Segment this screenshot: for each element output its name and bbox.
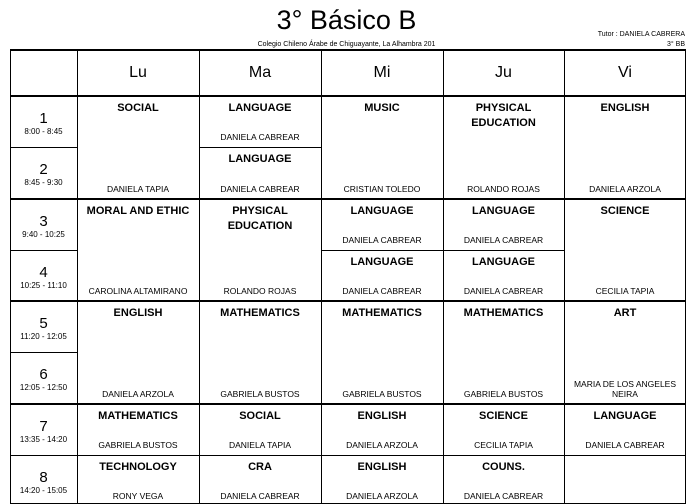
lesson-cell <box>443 250 564 301</box>
period-label <box>10 366 77 393</box>
lesson-subject: MATHEMATICS <box>463 307 544 319</box>
lesson-teacher: DANIELA ARZOLA <box>102 388 174 399</box>
lesson-cell <box>443 301 564 404</box>
lesson-teacher: DANIELA CABREAR <box>342 286 422 296</box>
lesson-cell <box>199 301 321 404</box>
lesson-subject: ENGLISH <box>113 307 163 319</box>
lesson-cell <box>321 250 443 301</box>
day-header: Lu <box>129 63 147 81</box>
lesson-cell <box>321 96 443 199</box>
lesson-teacher: DANIELA CABREAR <box>463 234 544 245</box>
period-label <box>10 110 77 137</box>
lesson-subject: SCIENCE <box>600 204 650 217</box>
lesson-teacher: GABRIELA BUSTOS <box>342 388 422 399</box>
lesson-teacher: CECILIA TAPIA <box>474 439 533 450</box>
period-number: 8 <box>39 468 48 486</box>
lesson-cell <box>321 404 443 455</box>
lesson-subject: TECHNOLOGY <box>99 460 177 473</box>
period-time: 8:00 - 8:45 <box>24 127 63 136</box>
period-divider <box>10 352 77 353</box>
period-divider <box>10 198 77 200</box>
lesson-teacher: DANIELA CABREAR <box>342 234 422 245</box>
lesson-teacher: ROLANDO ROJAS <box>467 183 540 194</box>
lesson-teacher: CRISTIAN TOLEDO <box>343 183 421 194</box>
lesson-cell <box>321 301 443 404</box>
lesson-subject: LANGUAGE <box>472 255 535 268</box>
lesson-teacher: DANIELA CABREAR <box>585 439 665 450</box>
period-label <box>10 161 77 188</box>
period-divider <box>10 147 77 148</box>
lesson-subject: CRA <box>248 460 272 473</box>
lesson-teacher: GABRIELA BUSTOS <box>220 388 300 399</box>
lesson-subject: MORAL AND ETHIC <box>86 204 190 217</box>
lesson-subject: ENGLISH <box>600 102 650 114</box>
lesson-teacher: DANIELA ARZOLA <box>346 439 418 450</box>
day-header: Ma <box>248 63 272 81</box>
period-label <box>10 213 77 240</box>
lesson-teacher: DANIELA ARZOLA <box>589 183 661 194</box>
period-time: 13:35 - 14:20 <box>19 434 68 444</box>
lesson-cell <box>443 199 564 250</box>
lesson-cell <box>443 404 564 455</box>
period-time: 14:20 - 15:05 <box>19 485 68 495</box>
lesson-subject: ENGLISH <box>357 409 407 422</box>
lesson-subject: SOCIAL <box>117 102 159 114</box>
lesson-cell <box>77 96 199 199</box>
lesson-teacher: DANIELA CABREAR <box>463 491 544 501</box>
lesson-subject: LANGUAGE <box>350 255 414 268</box>
lesson-teacher: DANIELA ARZOLA <box>346 491 418 501</box>
lesson-cell <box>199 199 321 302</box>
lesson-cell <box>564 455 686 504</box>
lesson-subject: MUSIC <box>364 102 400 114</box>
lesson-teacher: DANIELA CABREAR <box>220 183 300 194</box>
period-number: 2 <box>39 161 48 179</box>
period-time: 12:05 - 12:50 <box>19 383 68 393</box>
lesson-subject: SCIENCE <box>479 409 528 422</box>
lesson-cell <box>564 96 686 199</box>
lesson-subject: MATHEMATICS <box>98 409 178 422</box>
period-divider <box>10 250 77 251</box>
lesson-cell <box>77 404 199 455</box>
period-label <box>10 469 77 496</box>
period-divider <box>10 455 77 456</box>
lesson-subject: ENGLISH <box>357 460 407 473</box>
lesson-cell <box>564 199 686 302</box>
day-header: Mi <box>373 63 391 81</box>
lesson-teacher: DANIELA CABREAR <box>220 132 300 143</box>
lesson-subject: COUNS. <box>482 460 525 473</box>
day-header: Vi <box>618 63 632 81</box>
lesson-subject: LANGUAGE <box>472 204 535 217</box>
period-label <box>10 315 77 342</box>
period-divider <box>10 300 77 302</box>
period-time: 10:25 - 11:10 <box>20 280 67 290</box>
lesson-cell <box>443 96 564 199</box>
lesson-subject: LANGUAGE <box>228 102 292 114</box>
period-number: 3 <box>39 212 48 230</box>
lesson-teacher: DANIELA TAPIA <box>228 439 292 450</box>
period-number: 7 <box>39 417 48 435</box>
lesson-cell <box>77 455 199 504</box>
lesson-cell <box>199 455 321 504</box>
lesson-subject: LANGUAGE <box>228 153 292 166</box>
lesson-subject: ART <box>613 307 637 319</box>
period-time: 8:45 - 9:30 <box>24 178 63 188</box>
lesson-cell <box>564 301 686 404</box>
lesson-teacher: ROLANDO ROJAS <box>223 286 297 296</box>
lesson-teacher: CAROLINA ALTAMIRANO <box>88 286 188 296</box>
lesson-cell <box>321 455 443 504</box>
lesson-subject: MATHEMATICS <box>342 307 422 319</box>
lesson-cell <box>199 147 321 198</box>
lesson-subject: PHYSICAL EDUCATION <box>471 102 536 129</box>
day-header: Ju <box>495 63 512 81</box>
lesson-teacher: DANIELA CABREAR <box>220 491 300 501</box>
lesson-subject: LANGUAGE <box>350 204 414 217</box>
lesson-teacher: MARIA DE LOS ANGELES NEIRA <box>573 378 677 399</box>
lesson-teacher: RONY VEGA <box>112 491 164 501</box>
lesson-cell <box>321 199 443 250</box>
lesson-cell <box>199 404 321 455</box>
timetable-grid <box>10 49 686 504</box>
period-time: 9:40 - 10:25 <box>22 229 65 239</box>
period-number: 4 <box>39 263 48 281</box>
lesson-cell <box>564 404 686 455</box>
lesson-subject: LANGUAGE <box>593 409 657 422</box>
lesson-subject: PHYSICAL EDUCATION <box>227 204 293 232</box>
lesson-teacher: DANIELA CABREAR <box>463 286 544 296</box>
period-number: 1 <box>39 110 48 127</box>
period-divider <box>10 403 77 405</box>
lesson-subject: MATHEMATICS <box>220 307 300 319</box>
school-name: Colegio Chileno Árabe de Chiguayante, La Alhambra 201 <box>257 41 436 48</box>
page-title: 3° Básico B <box>276 5 417 35</box>
period-label <box>10 264 77 291</box>
period-label <box>10 418 77 445</box>
lesson-teacher: DANIELA TAPIA <box>106 183 170 194</box>
lesson-cell <box>77 301 199 404</box>
lesson-teacher: GABRIELA BUSTOS <box>463 388 544 399</box>
lesson-cell <box>199 96 321 147</box>
period-number: 6 <box>39 366 48 384</box>
class-code: 3° BB <box>667 41 685 48</box>
lesson-teacher: GABRIELA BUSTOS <box>98 439 178 450</box>
period-number: 5 <box>39 315 48 332</box>
tutor-label: Tutor : DANIELA CABRERA <box>597 31 685 38</box>
lesson-subject: SOCIAL <box>239 409 281 422</box>
lesson-teacher: CECILIA TAPIA <box>595 286 655 296</box>
lesson-cell <box>77 199 199 302</box>
lesson-cell <box>443 455 564 504</box>
period-time: 11:20 - 12:05 <box>20 332 67 341</box>
